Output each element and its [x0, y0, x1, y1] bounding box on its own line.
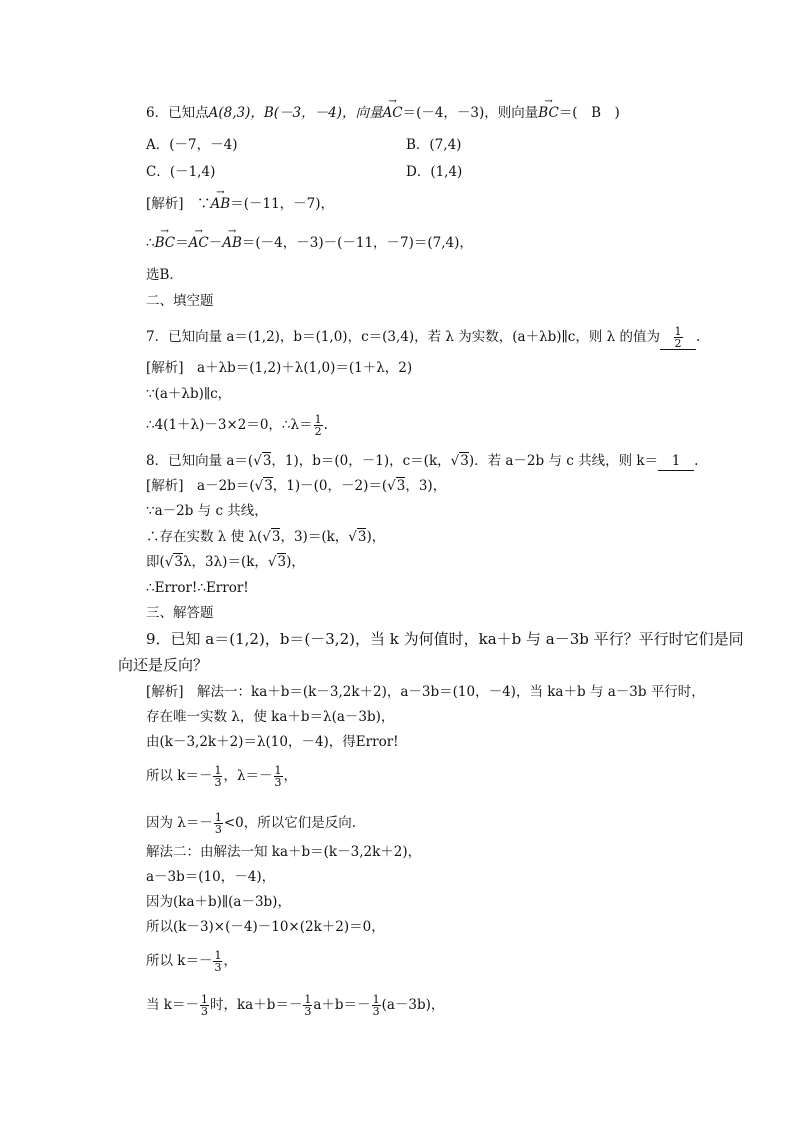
q9-method2-line4: 所以(k－3)×(－4)－10×(2k＋2)＝0，: [146, 919, 385, 935]
vector-bc: → BC: [538, 104, 559, 122]
q9-stem-line2: 向还是反向？: [118, 656, 209, 674]
solution-tag: [解析]: [146, 360, 184, 376]
q7-solution-line2: ∵(a＋λb)∥c，: [146, 386, 232, 402]
q7-solution-line1: [解析] a＋λb＝(1,2)＋λ(1,0)＝(1＋λ，2): [146, 360, 413, 376]
section-heading-answer: 三、解答题: [146, 605, 214, 621]
q6-stem: 6．已知点A(8,3)，B(－3，－4)，向量→ AC＝(－4，－3)，则向量→ BC＝( B ): [146, 104, 620, 122]
q8-solution-line2: ∵a－2b 与 c 共线，: [146, 503, 268, 519]
q6-option-b: B．(7,4): [406, 137, 462, 153]
q9-method1-line4: 所以 k＝－ $\frac{1}{3}$ ，λ＝－ $\frac{1}{3}$ ，: [146, 764, 298, 789]
q6-option-d: D．(1,4): [406, 164, 463, 180]
q6-solution-line3: 选B．: [146, 267, 183, 283]
solution-tag: [解析]: [146, 196, 184, 212]
q7-solution-line3: ∴4(1＋λ)－3×2＝0，∴λ＝ $\frac{1}{2}$ .: [146, 413, 328, 438]
q9-method1-line3: 由(k－3,2k＋2)＝λ(10，－4)，得Error!: [146, 734, 399, 750]
q9-method1-line2: 存在唯一实数 λ，使 ka＋b＝λ(a－3b)，: [146, 709, 395, 725]
q6-option-a: A．(－7，－4): [146, 137, 238, 153]
vector-ab: → AB: [211, 195, 231, 213]
section-heading-fill-in: 二、填空题: [146, 293, 214, 309]
q8-solution-line3: ∴存在实数 λ 使 λ(√3，3)＝(k，√3)，: [146, 529, 386, 545]
q8-solution-line4: 即(√3λ，3λ)＝(k，√3)，: [146, 554, 305, 570]
q8-solution-line1: [解析] a－2b＝(√3，1)－(0，－2)＝(√3，3)，: [146, 478, 447, 494]
q9-method1-line1: [解析] 解法一：ka＋b＝(k－3,2k＋2)，a－3b＝(10，－4)，当 ka＋b 与 a－3b 平行时，: [146, 684, 705, 700]
q8-stem: 8．已知向量 a＝(√3，1)，b＝(0，－1)，c＝(k，√3)．若 a－2b 与 c 共线，则 k＝ 1 .: [146, 453, 699, 469]
vector-ac: → AC: [382, 104, 402, 122]
q9-method2-line1: 解法二：由解法一知 ka＋b＝(k－3,2k＋2)，: [146, 844, 422, 860]
q9-method2-line5: 所以 k＝－ $\frac{1}{3}$ ，: [146, 949, 237, 974]
q8-answer-blank: 1: [658, 452, 694, 471]
q7-stem: 7．已知向量 a＝(1,2)，b＝(1,0)，c＝(3,4)，若 λ 为实数，(a＋λb)∥c，则 λ 的值为 $\frac{1}{2}$ .: [146, 325, 701, 350]
q8-solution-line5: ∴Error!∴Error!: [146, 580, 249, 596]
q9-stem-line1: 9．已知 a＝(1,2)，b＝(－3,2)，当 k 为何值时，ka＋b 与 a－3b 平行？平行时它们是同: [146, 630, 744, 648]
q9-method2-line6: 当 k＝－ $\frac{1}{3}$ 时，ka＋b＝－ $\frac{1}{3}$ a＋b＝－ $\frac{1}{3}$ (a－3b)，: [146, 993, 445, 1018]
solution-tag: [解析]: [146, 684, 184, 700]
solution-tag: [解析]: [146, 478, 184, 494]
q6-option-c: C．(－1,4): [146, 164, 216, 180]
q7-answer-blank: $\frac{1}{2}$: [660, 326, 696, 350]
q6-solution-line2: ∴→ BC＝→ AC－→ AB＝(－4，－3)－(－11，－7)＝(7,4)，: [146, 234, 473, 252]
q6-solution-line1: [解析] ∵→ AB＝(－11，－7)，: [146, 195, 334, 213]
q9-method1-line5: 因为 λ＝－ $\frac{1}{3}$ <0，所以它们是反向.: [146, 811, 357, 836]
q9-method2-line3: 因为(ka＋b)∥(a－3b)，: [146, 894, 291, 910]
q9-method2-line2: a－3b＝(10，－4)，: [146, 869, 276, 885]
